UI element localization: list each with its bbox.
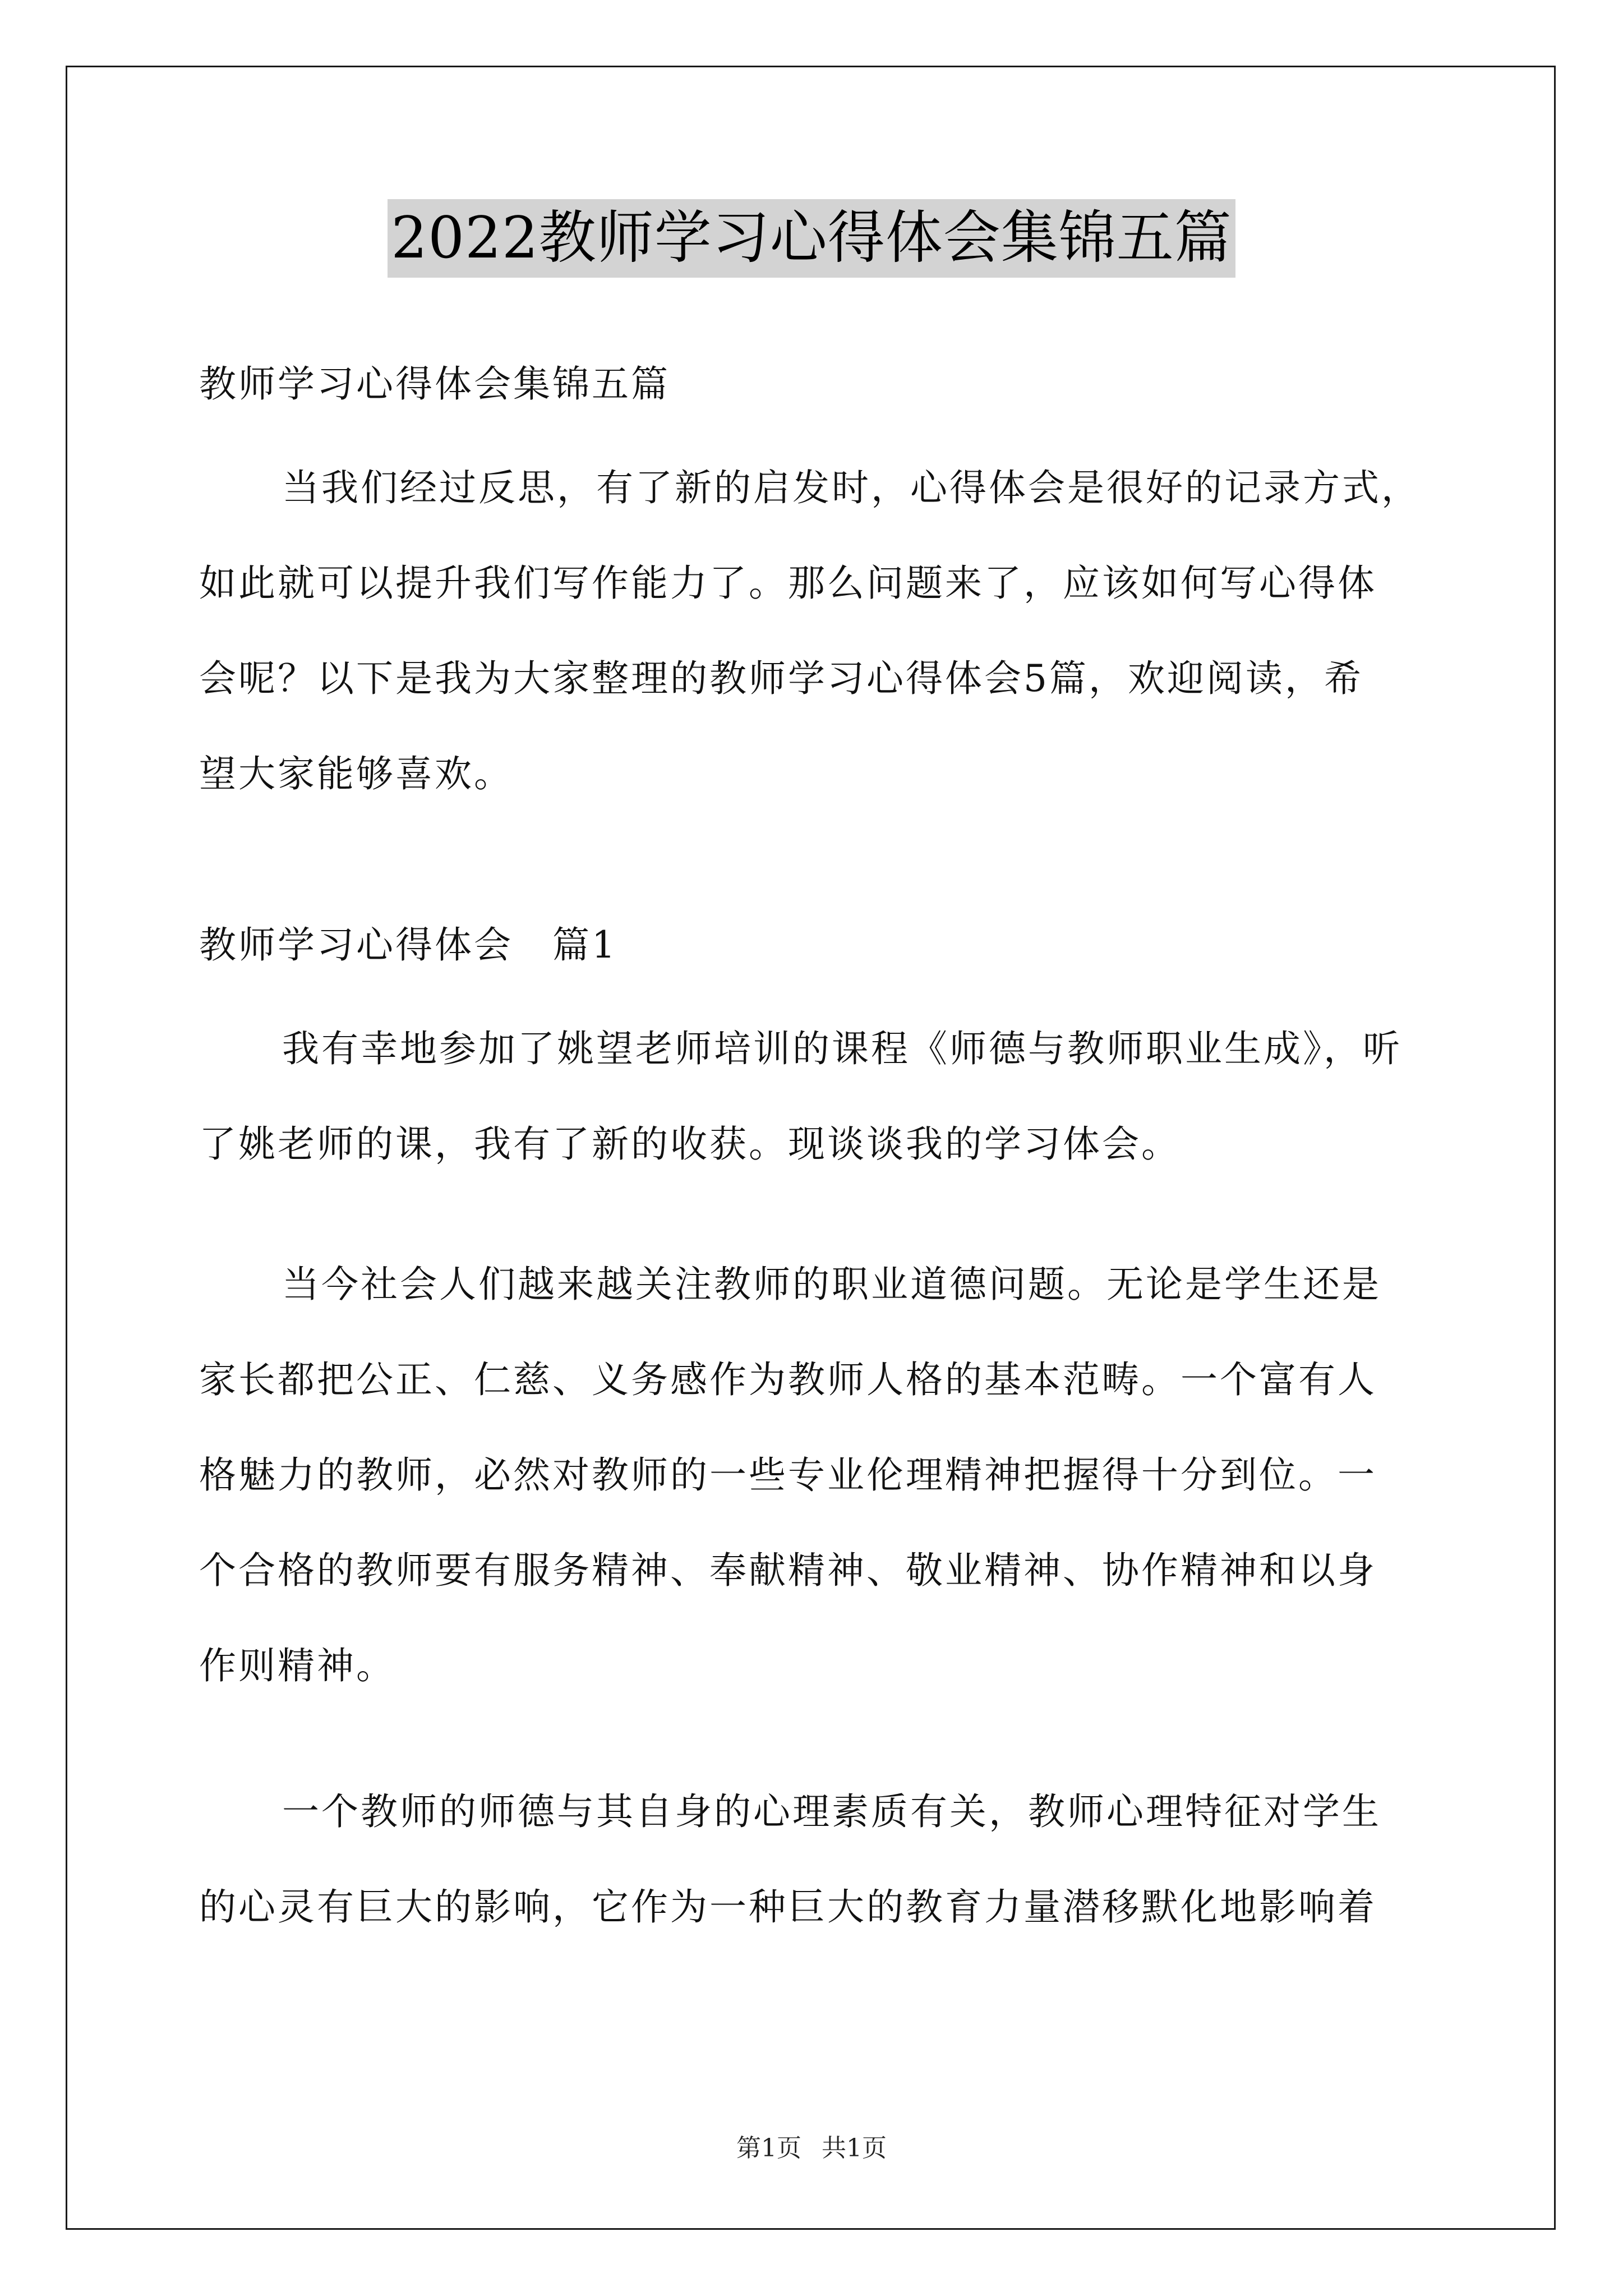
paragraph-3 <box>199 1764 1433 1955</box>
paragraph-line: 作则精神。 <box>199 1644 395 1687</box>
document-subtitle: 教师学习心得体会集锦五篇 <box>199 362 670 406</box>
page-footer <box>0 2132 1623 2165</box>
paragraph-line: 家长都把公正、仁慈、义务感作为教师人格的基本范畴。一个富有人 <box>199 1358 1377 1401</box>
intro-paragraph <box>199 440 1433 822</box>
document-title: 2022教师学习心得体会集锦五篇 <box>388 199 1235 278</box>
page-number: 第1页 <box>736 2134 801 2162</box>
paragraph-2 <box>199 1237 1433 1714</box>
paragraph-line: 格魅力的教师，必然对教师的一些专业伦理精神把握得十分到位。一 <box>199 1453 1377 1497</box>
paragraph-line: 了姚老师的课，我有了新的收获。现谈谈我的学习体会。 <box>199 1122 1181 1166</box>
page-total: 共1页 <box>822 2134 887 2162</box>
section-heading-1: 教师学习心得体会 篇1 <box>199 923 617 967</box>
paragraph-line: 我有幸地参加了姚望老师培训的课程《师德与教师职业生成》，听 <box>282 1027 1402 1070</box>
paragraph-line: 的心灵有巨大的影响，它作为一种巨大的教育力量潜移默化地影响着 <box>199 1885 1377 1929</box>
paragraph-1 <box>199 1001 1433 1192</box>
intro-line: 会呢？以下是我为大家整理的教师学习心得体会5篇，欢迎阅读，希 <box>199 657 1363 700</box>
paragraph-line: 当今社会人们越来越关注教师的职业道德问题。无论是学生还是 <box>282 1263 1381 1306</box>
intro-line: 如此就可以提升我们写作能力了。那么问题来了，应该如何写心得体 <box>199 562 1377 605</box>
intro-line: 望大家能够喜欢。 <box>199 752 513 795</box>
paragraph-line: 个合格的教师要有服务精神、奉献精神、敬业精神、协作精神和以身 <box>199 1549 1377 1592</box>
title-container <box>0 199 1623 278</box>
intro-line: 当我们经过反思，有了新的启发时，心得体会是很好的记录方式， <box>282 466 1421 509</box>
paragraph-line: 一个教师的师德与其自身的心理素质有关，教师心理特征对学生 <box>282 1790 1381 1833</box>
